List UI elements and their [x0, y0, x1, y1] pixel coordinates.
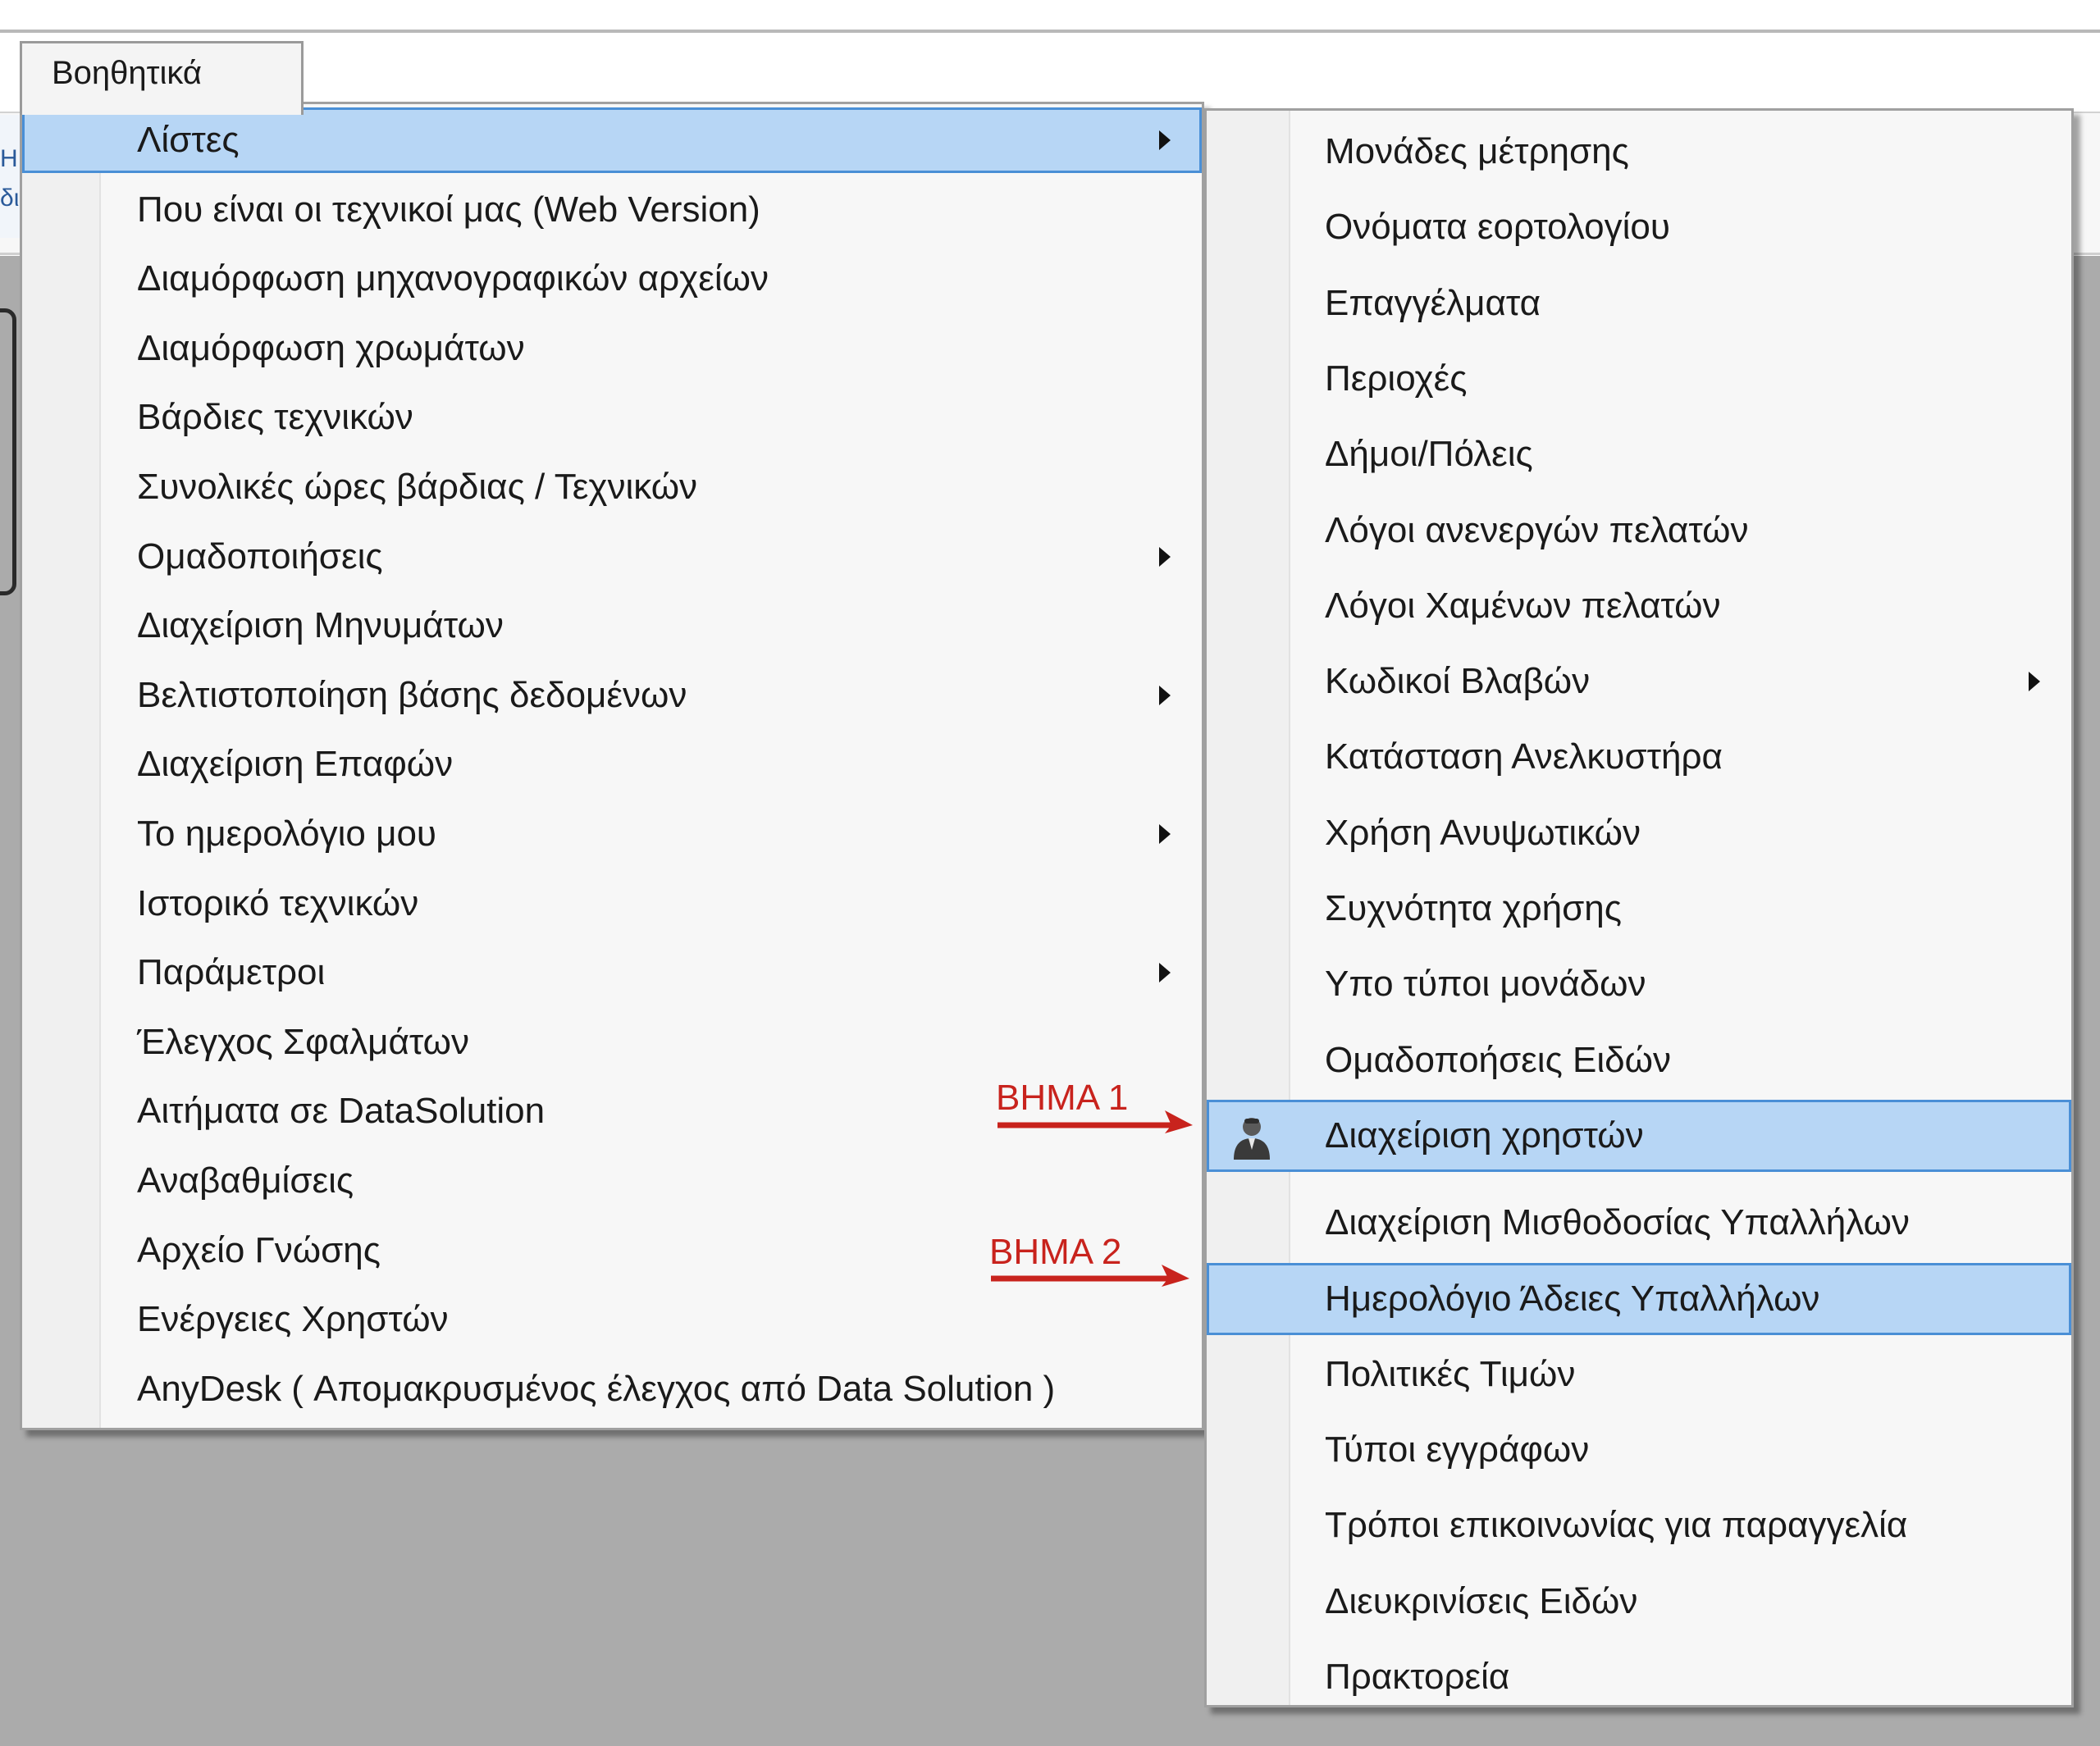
submenu-item[interactable]: [1207, 1100, 2071, 1172]
step1-arrow: [996, 1078, 1193, 1143]
submenu-item-label: Ομαδοποήσεις Ειδών: [1325, 1039, 1671, 1080]
submenu-item-label: Κατάσταση Ανελκυστήρα: [1325, 736, 1723, 777]
submenu-item[interactable]: [1207, 645, 2071, 718]
submenu-arrow-icon: [1159, 686, 1171, 705]
menu-item-label: Βάρδιες τεχνικών: [137, 397, 413, 438]
submenu-item-label: Τρόποι επικοινωνίας για παραγγελία: [1325, 1505, 1908, 1546]
submenu-item-label: Επαγγέλματα: [1325, 282, 1541, 323]
main-menu-item[interactable]: [22, 316, 1202, 381]
submenu-item[interactable]: [1207, 1263, 2071, 1335]
submenu-item[interactable]: [1207, 873, 2071, 945]
main-menu-item[interactable]: [22, 385, 1202, 450]
submenu-item-label: Περιοχές: [1325, 358, 1468, 399]
menu-item-label: Ομαδοποιήσεις: [137, 536, 383, 577]
submenu-item[interactable]: [1207, 267, 2071, 340]
menu-item-label: AnyDesk ( Απομακρυσμένος έλεγχος από Data Solution ): [137, 1368, 1056, 1409]
menu-bar-helpers[interactable]: [20, 41, 304, 115]
submenu-arrow-icon: [1159, 547, 1171, 567]
menu-item-label: Διαμόρφωση μηχανογραφικών αρχείων: [137, 258, 769, 299]
submenu-item-label: Κωδικοί Βλαβών: [1325, 661, 1591, 702]
main-menu-item[interactable]: [22, 663, 1202, 728]
submenu-item[interactable]: [1207, 1187, 2071, 1259]
submenu-item[interactable]: [1207, 1414, 2071, 1486]
submenu-item-label: Διευκρινίσεις Ειδών: [1325, 1580, 1638, 1621]
submenu-item-label: Μονάδες μέτρησης: [1325, 131, 1629, 171]
submenu-item-label: Ημερολόγιο Άδειες Υπαλλήλων: [1325, 1278, 1820, 1319]
main-menu-item[interactable]: [22, 1010, 1202, 1075]
user-icon: [1229, 1114, 1275, 1161]
left-panel-frame: [0, 308, 16, 595]
step2-label: ΒΗΜΑ 2: [989, 1232, 1122, 1272]
menu-item-label: Διαμόρφωση χρωμάτων: [137, 327, 525, 368]
submenu-item-label: Διαχείριση Μισθοδοσίας Υπαλλήλων: [1325, 1202, 1910, 1243]
submenu-item[interactable]: [1207, 1489, 2071, 1561]
main-menu-item[interactable]: [22, 940, 1202, 1005]
main-menu-item[interactable]: [22, 1356, 1202, 1422]
submenu-item[interactable]: [1207, 343, 2071, 415]
menu-item-label: Που είναι οι τεχνικοί μας (Web Version): [137, 189, 760, 230]
main-menu-item[interactable]: [22, 454, 1202, 520]
menu-item-label: Συνολικές ώρες βάρδιας / Τεχνικών: [137, 467, 698, 507]
submenu-item[interactable]: [1207, 1024, 2071, 1096]
step2-arrow: [989, 1232, 1186, 1297]
lists-submenu: [1204, 108, 2074, 1707]
menu-item-label: Ιστορικό τεχνικών: [137, 882, 419, 923]
menu-item-label: Λίστες: [137, 120, 240, 160]
submenu-item[interactable]: [1207, 797, 2071, 869]
submenu-item[interactable]: [1207, 495, 2071, 567]
menu-item-label: Αναβαθμίσεις: [137, 1160, 354, 1201]
submenu-item-label: Συχνότητα χρήσης: [1325, 888, 1622, 928]
submenu-item-label: Ονόματα εορτολογίου: [1325, 207, 1670, 248]
submenu-item-label: Λόγοι Χαμένων πελατών: [1325, 585, 1721, 626]
main-menu-item[interactable]: [22, 107, 1202, 173]
menu-item-label: Έλεγχος Σφαλμάτων: [137, 1021, 470, 1062]
main-menu-item[interactable]: [22, 801, 1202, 867]
submenu-item[interactable]: [1207, 1641, 2071, 1713]
submenu-item-label: Τύποι εγγράφων: [1325, 1429, 1590, 1470]
menu-item-label: Βελτιστοποίηση βάσης δεδομένων: [137, 674, 687, 715]
main-menu: [20, 102, 1204, 1430]
menu-item-label: Αιτήματα σε DataSolution: [137, 1091, 546, 1132]
main-menu-item[interactable]: [22, 177, 1202, 243]
submenu-item[interactable]: [1207, 570, 2071, 642]
submenu-arrow-icon: [2029, 672, 2040, 691]
menu-item-label: Αρχείο Γνώσης: [137, 1229, 381, 1270]
submenu-item-label: Δήμοι/Πόλεις: [1325, 434, 1533, 475]
menu-item-label: Διαχείριση Μηνυμάτων: [137, 605, 504, 646]
submenu-item-label: Υπο τύποι μονάδων: [1325, 964, 1646, 1005]
window-divider: [0, 30, 2100, 33]
submenu-item-label: Πρακτορεία: [1325, 1657, 1510, 1697]
submenu-item-label: Διαχείριση χρηστών: [1325, 1115, 1644, 1156]
main-menu-item[interactable]: [22, 732, 1202, 797]
submenu-item[interactable]: [1207, 191, 2071, 263]
submenu-arrow-icon: [1159, 130, 1171, 150]
main-menu-item[interactable]: [22, 524, 1202, 590]
submenu-item-label: Χρήση Ανυψωτικών: [1325, 812, 1641, 853]
menu-item-label: Ενέργειες Χρηστών: [137, 1299, 449, 1340]
main-menu-item[interactable]: [22, 593, 1202, 659]
submenu-item[interactable]: [1207, 948, 2071, 1020]
menu-item-label: Διαχείριση Επαφών: [137, 744, 454, 785]
submenu-item[interactable]: [1207, 721, 2071, 793]
submenu-item[interactable]: [1207, 1338, 2071, 1411]
main-menu-item[interactable]: [22, 871, 1202, 937]
submenu-arrow-icon: [1159, 824, 1171, 844]
menu-item-label: Παράμετροι: [137, 952, 326, 993]
main-menu-item[interactable]: [22, 246, 1202, 312]
menu-item-label: Το ημερολόγιο μου: [137, 814, 436, 854]
submenu-item-label: Λόγοι ανενεργών πελατών: [1325, 509, 1749, 550]
submenu-item[interactable]: [1207, 116, 2071, 188]
submenu-arrow-icon: [1159, 963, 1171, 982]
menu-bar-label: Βοηθητικά: [52, 55, 202, 91]
submenu-item[interactable]: [1207, 418, 2071, 490]
main-menu-item[interactable]: [22, 1148, 1202, 1214]
submenu-item-label: Πολιτικές Τιμών: [1325, 1353, 1576, 1394]
ribbon-fragment[interactable]: Η δι: [0, 115, 25, 238]
submenu-item[interactable]: [1207, 1566, 2071, 1638]
step1-label: ΒΗΜΑ 1: [996, 1078, 1129, 1118]
